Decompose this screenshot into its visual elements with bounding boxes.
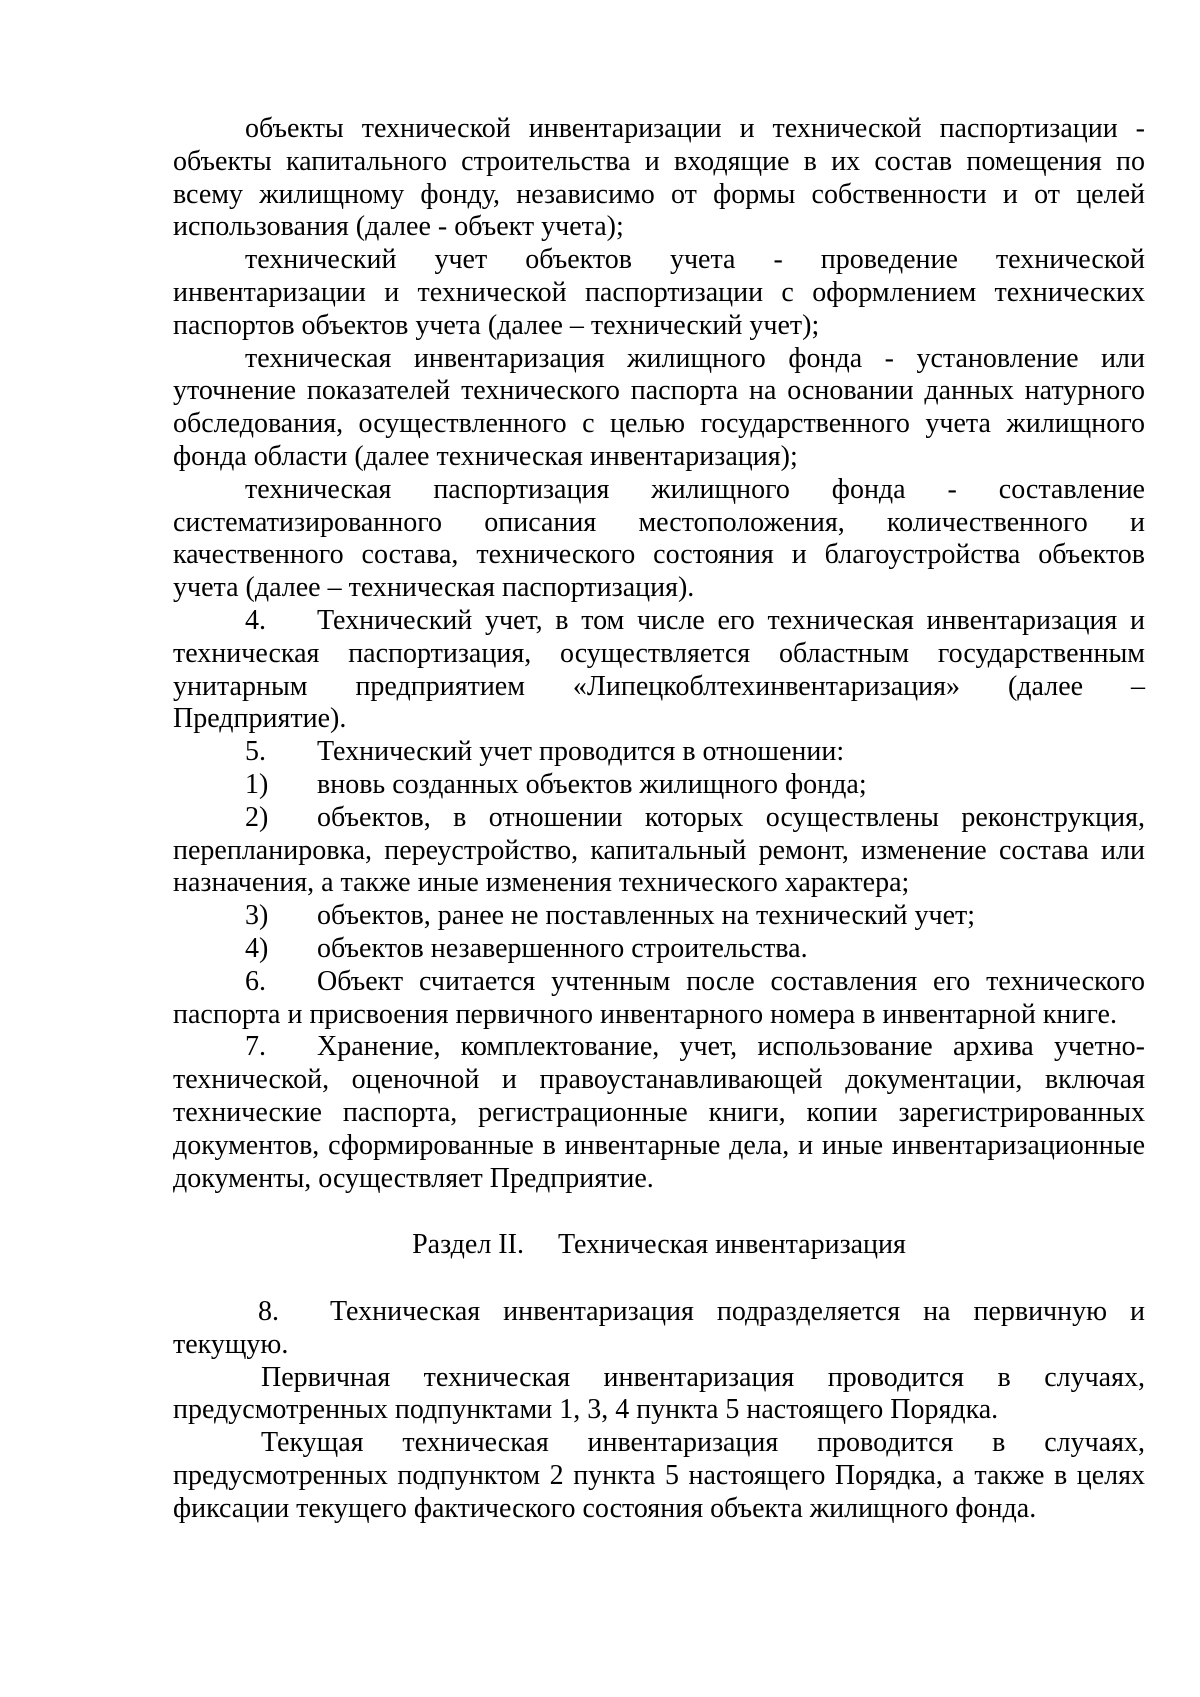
- item-number: 1): [245, 768, 269, 800]
- item-number: 7.: [245, 1031, 266, 1063]
- item-text: Технический учет, в том числе его техническая инвентаризация и техническая паспортизация, осуществляется областным государственным унитарным предприятием «Липецкоблтехинвентаризация» (далее – Предприятие).: [173, 604, 1145, 735]
- item-text: объектов, в отношении которых осуществлены реконструкция, перепланировка, переустройство, капитальный ремонт, изменение состава или назначения, а также иные изменения технического характера;: [173, 801, 1145, 899]
- subitem-4: [173, 933, 1145, 966]
- item-6: [173, 966, 1145, 1032]
- paragraph-primary-inventory: Первичная техническая инвентаризация проводится в случаях, предусмотренных подпунктами 1, 3, 4 пункта 5 настоящего Порядка.: [173, 1361, 1145, 1426]
- item-text: объектов незавершенного строительства.: [317, 932, 808, 964]
- item-text: объектов, ранее не поставленных на технический учет;: [317, 900, 976, 932]
- document-page: [173, 113, 1145, 1526]
- item-number: 8.: [258, 1296, 279, 1328]
- item-number: 4): [245, 932, 269, 964]
- item-7: [173, 1031, 1145, 1195]
- subitem-1: [173, 769, 1145, 802]
- item-number: 6.: [245, 965, 266, 997]
- item-number: 2): [245, 801, 269, 833]
- paragraph-technical-passport: техническая паспортизация жилищного фонда - составление систематизированного описания местоположения, количественного и качественного состава, технического состояния и благоустройства объектов учета (далее – техническая паспортизация).: [173, 473, 1145, 604]
- item-text: Технический учет проводится в отношении:: [317, 736, 845, 768]
- item-text: Объект считается учтенным после составления его технического паспорта и присвоения первичного инвентарного номера в инвентарной книге.: [173, 965, 1145, 1030]
- subitem-3: [173, 900, 1145, 933]
- item-number: 5.: [245, 736, 266, 768]
- section-title: Техническая инвентаризация: [557, 1229, 906, 1261]
- paragraph-current-inventory: Текущая техническая инвентаризация проводится в случаях, предусмотренных подпунктом 2 пункта 5 настоящего Порядка, а также в целях фиксации текущего фактического состояния объекта жилищного фонда.: [173, 1427, 1145, 1524]
- subitem-2: [173, 802, 1145, 900]
- paragraph-technical-accounting: технический учет объектов учета - проведение технической инвентаризации и технической паспортизации с оформлением технических паспортов объектов учета (далее – технический учет);: [173, 244, 1145, 341]
- item-number: 4.: [245, 604, 266, 636]
- section-number: Раздел II.: [412, 1229, 524, 1261]
- item-8: [173, 1296, 1145, 1362]
- item-5: [173, 736, 1145, 769]
- paragraph-accounting-objects: объекты технической инвентаризации и технической паспортизации - объекты капитального строительства и входящие в их состав помещения по всему жилищному фонду, независимо от формы собственности и от целей использования (далее - объект учета);: [173, 113, 1145, 243]
- item-text: Техническая инвентаризация подразделяется на первичную и текущую.: [173, 1296, 1145, 1360]
- section-heading: [173, 1229, 1145, 1262]
- item-4: [173, 605, 1145, 736]
- item-number: 3): [245, 900, 269, 932]
- item-text: Хранение, комплектование, учет, использование архива учетно-технической, оценочной и правоустанавливающей документации, включая технические паспорта, регистрационные книги, копии зарегистрированных документов, сформированные в инвентарные дела, и иные инвентаризационные документы, осуществляет Предприятие.: [173, 1031, 1145, 1194]
- paragraph-technical-inventory: техническая инвентаризация жилищного фонда - установление или уточнение показателей технического паспорта на основании данных натурного обследования, осуществленного с целью государственного учета жилищного фонда области (далее техническая инвентаризация);: [173, 342, 1145, 472]
- item-text: вновь созданных объектов жилищного фонда;: [317, 768, 867, 800]
